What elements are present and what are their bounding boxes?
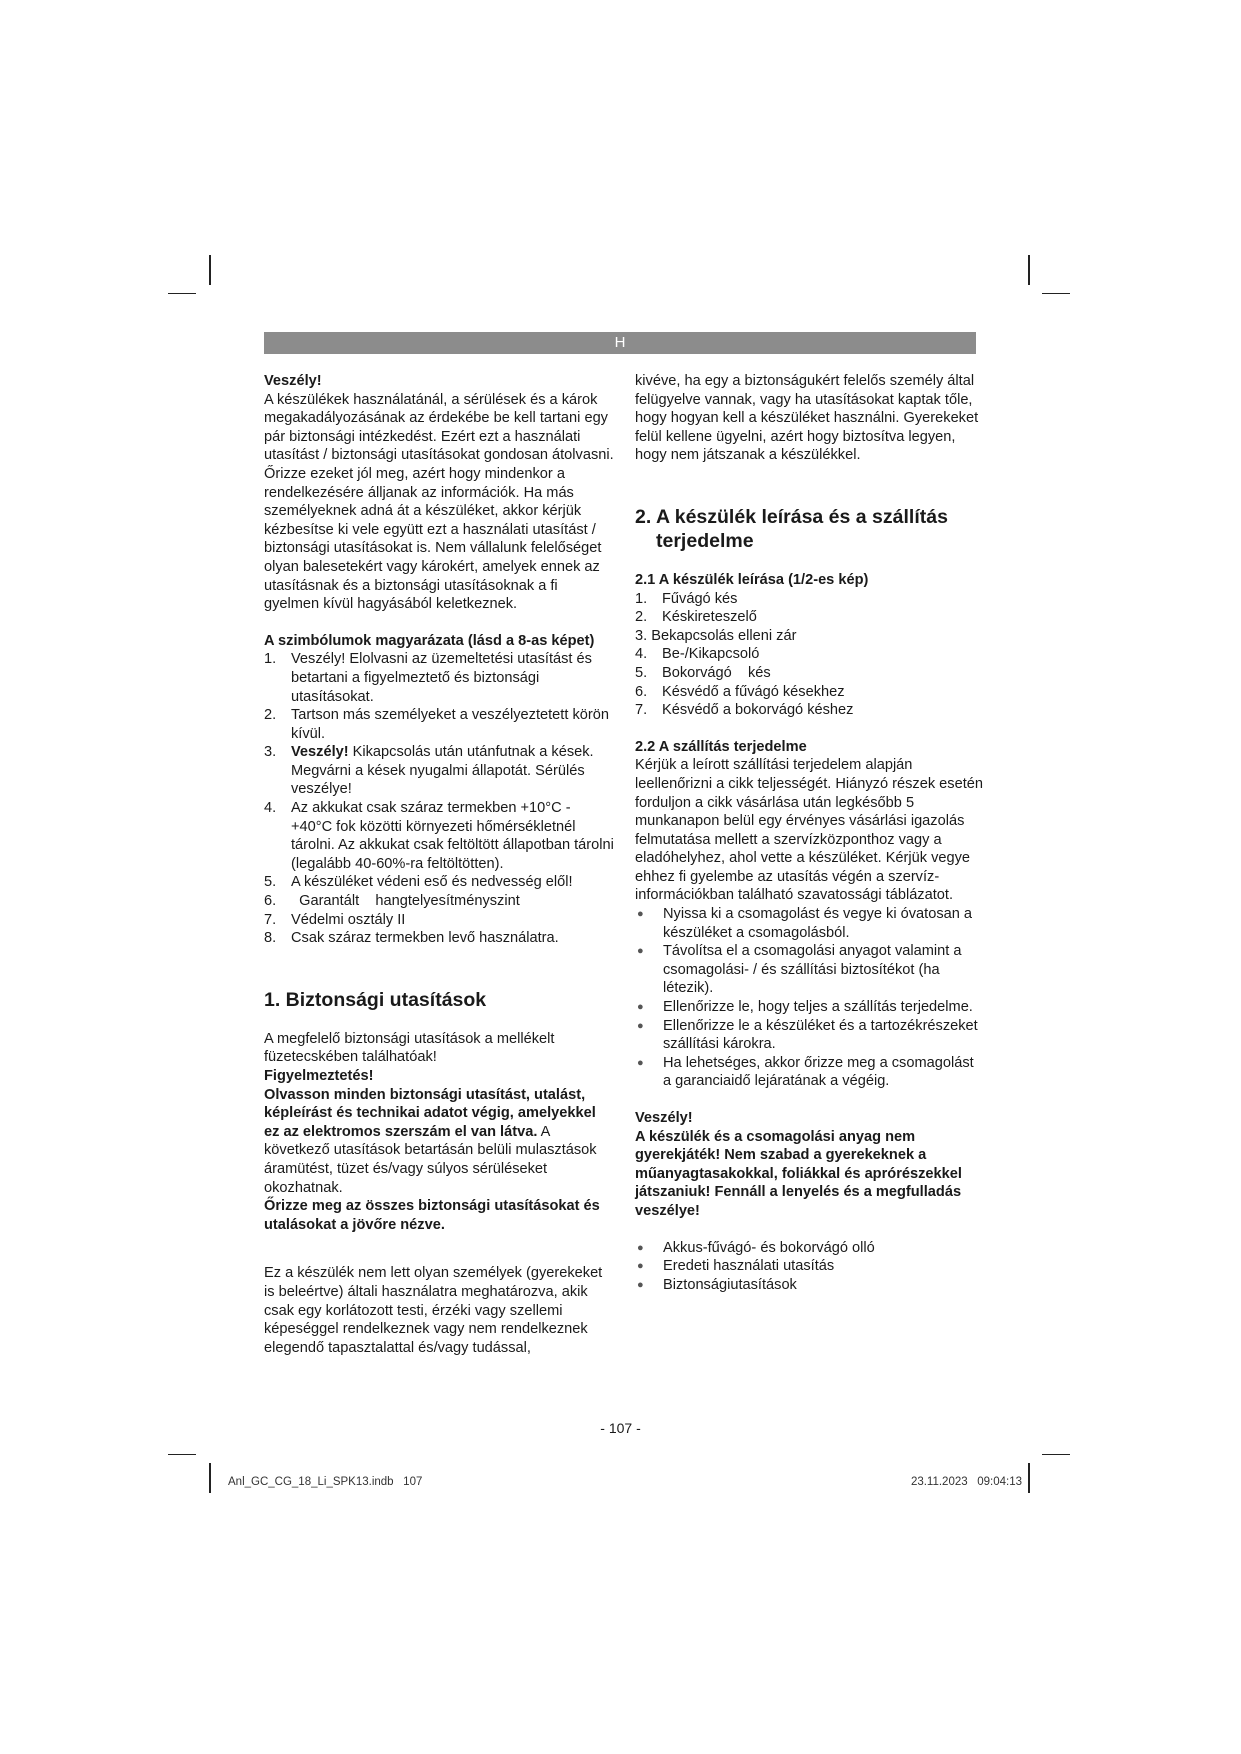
part-item: 1. Fűvágó kés bbox=[635, 590, 738, 607]
crop-mark-top-left-horizontal bbox=[168, 293, 196, 294]
crop-mark-bottom-left-vertical bbox=[209, 1463, 211, 1493]
right-column bbox=[635, 372, 985, 1294]
symbols-list bbox=[264, 650, 614, 948]
part-item: 7. Késvédő a bokorvágó késhez bbox=[635, 702, 854, 719]
symbols-title: A szimbólumok magyarázata (lásd a 8-as képet) bbox=[264, 632, 595, 649]
crop-mark-bottom-right-vertical bbox=[1028, 1463, 1030, 1493]
crop-mark-top-right-horizontal bbox=[1042, 293, 1070, 294]
section-1-title: 1. Biztonsági utasítások bbox=[264, 988, 487, 1011]
part-item: 5. Bokorvágó kés bbox=[635, 664, 771, 681]
symbol-item: 5. A készüléket védeni eső és nedvesség elől! bbox=[264, 874, 573, 891]
continued-paragraph: kivéve, ha egy a biztonságukért felelős személy által felügyelve vannak, vagy ha utasításokat kaptak tőle, hogy hogyan kell a készüléket használni. Gyerekeket felül kellene ügyelni, azért hogy biztosítva legyen, hogy nem játszanak a készülékkel. bbox=[635, 373, 979, 464]
bullet-icon: ● bbox=[637, 1241, 644, 1254]
section-1-warning-title: Figyelmeztetés! bbox=[264, 1068, 374, 1084]
symbol-item: 6. Garantált hangtelyesítményszint bbox=[264, 893, 520, 910]
contents-item: ● Biztonságiutasítások bbox=[637, 1276, 797, 1293]
page-number: - 107 - bbox=[600, 1420, 641, 1436]
unpacking-item: ● Ellenőrizze le a készüléket és a tartozékrészeket szállítási károkra. bbox=[637, 1017, 978, 1053]
danger-paragraph: A készülékek használatánál, a sérülések és a károk megakadályozásának az érdekébe be kell tartani egy pár biztonsági intézkedést. Ezért ezt a használati utasítást / biztonsági utasításokat gondosan átolvasni. Őrizze ezeket jól meg, azért hogy mindenkor a rendelkezésére álljanak az információk. Ha más személyeknek adná át a készüléket, akkor kérjük kézbesítse ki vele együtt ezt a használati utasítást / biztonsági utasításokat is. Nem vállalunk felelőséget olyan balesetekért vagy károkért, amelyek ennek az utasításnak és a biztonsági utasításoknak a fi gyelmen kívül hagyásából keletkeznek. bbox=[264, 391, 614, 613]
bullet-icon: ● bbox=[637, 1001, 644, 1014]
part-item: 2. Késkireteszelő bbox=[635, 609, 757, 626]
crop-mark-top-right-vertical bbox=[1028, 255, 1030, 285]
footer-date-info: 23.11.2023 09:04:13 bbox=[910, 1476, 1022, 1488]
bullet-icon: ● bbox=[637, 1056, 644, 1069]
section-2-title: 2. A készülék leírása és a szállítás terjedelme bbox=[635, 505, 948, 552]
section-1-persons-paragraph: Ez a készülék nem lett olyan személyek (gyerekeket is beleértve) általi használatra meghatározva, akik csak egy korlátozott testi, érzéki vagy szellemi képeséggel rendelkeznek vagy nem rendelkeznek elegendő tapasztalattal és/vagy tudással, bbox=[264, 1265, 603, 1356]
bullet-icon: ● bbox=[637, 945, 644, 958]
crop-mark-top-left-vertical bbox=[209, 255, 211, 285]
section-2-1-title: 2.1 A készülék leírása (1/2-es kép) bbox=[635, 571, 869, 588]
language-header-bar: H bbox=[264, 332, 976, 354]
section-1-keep-note: Őrizze meg az összes biztonsági utasításokat és utalásokat a jövőre nézve. bbox=[264, 1198, 600, 1233]
unpacking-item: ● Ha lehetséges, akkor őrizze meg a csomagolást a garanciaidő lejáratának a végéig. bbox=[637, 1054, 974, 1090]
footer-file-info: Anl_GC_CG_18_Li_SPK13.indb 107 bbox=[228, 1476, 423, 1488]
unpacking-item: ● Távolítsa el a csomagolási anyagot valamint a csomagolási- / és szállítási biztosítékot (ha létezik). bbox=[637, 943, 962, 997]
unpacking-list bbox=[635, 905, 985, 1091]
crop-mark-bottom-right-horizontal bbox=[1042, 1454, 1070, 1455]
symbol-item: 8. Csak száraz termekben levő használatra. bbox=[264, 930, 559, 947]
bullet-icon: ● bbox=[637, 1019, 644, 1032]
packaging-danger-text: A készülék és a csomagolási anyag nem gyerekjáték! Nem szabad a gyerekeknek a műanyagtasakokkal, foliákkal és aprórészekkel játszaniuk! Fennáll a lenyelés és a megfulladás veszélye! bbox=[635, 1128, 962, 1219]
parts-list bbox=[635, 590, 985, 720]
symbol-item: 7. Védelmi osztály II bbox=[264, 911, 406, 928]
danger-title: Veszély! bbox=[264, 373, 322, 389]
section-2-2-paragraph: Kérjük a leírott szállítási terjedelem alapján leellenőrizni a cikk teljességét. Hiányzó részek esetén forduljon a cikk vásárlása után legkésőbb 5 munkanapon belül egy érvényes vásárlási igazolás felmutatása mellett a szervízközponthoz vagy a eladóhelyhez, ahol vette a készüléket. Kérjük vegye ehhez fi gyelembe az utasítás végén a szervíz-információkban található szavatossági táblázatot. bbox=[635, 757, 983, 904]
left-column bbox=[264, 372, 614, 1357]
bullet-icon: ● bbox=[637, 1278, 644, 1291]
part-item: 6. Késvédő a fűvágó késekhez bbox=[635, 683, 845, 700]
packaging-danger-title: Veszély! bbox=[635, 1110, 693, 1126]
symbol-item: 4. Az akkukat csak száraz termekben +10°C - +40°C fok közötti környezeti hőmérsékletnél tárolni. Az akkukat csak feltöltött állapotban tárolni (legalább 40-60%-ra feltöltötten). bbox=[264, 800, 614, 872]
section-1-warning-text: Olvasson minden biztonsági utasítást, utalást, képleírást és technikai adatot végig, amelyekkel ez az elektromos szerszám el van látva. A következő utasítások betartásán belüli mulasztások áramütést, tüzet és/vagy súlyos sérüléseket okozhatnak. bbox=[264, 1086, 597, 1196]
bullet-icon: ● bbox=[637, 1260, 644, 1273]
unpacking-item: ● Ellenőrizze le, hogy teljes a szállítás terjedelme. bbox=[637, 999, 973, 1016]
section-1-intro: A megfelelő biztonsági utasítások a mellékelt füzetecskében találhatóak! bbox=[264, 1030, 555, 1066]
symbol-item: 3. Veszély! Kikapcsolás után utánfutnak a kések. Megvárni a kések nyugalmi állapotát. Sérülés veszélye! bbox=[264, 744, 594, 798]
bullet-icon: ● bbox=[637, 908, 644, 921]
symbol-item: 2. Tartson más személyeket a veszélyeztetett körön kívül. bbox=[264, 707, 609, 742]
contents-item: ● Eredeti használati utasítás bbox=[637, 1258, 835, 1275]
contents-item: ● Akkus-fűvágó- és bokorvágó olló bbox=[637, 1239, 875, 1256]
unpacking-item: ● Nyissa ki a csomagolást és vegye ki óvatosan a készüléket a csomagolásból. bbox=[637, 906, 973, 941]
section-2-2-title: 2.2 A szállítás terjedelme bbox=[635, 738, 807, 755]
part-item: 4. Be-/Kikapcsoló bbox=[635, 646, 760, 663]
contents-list bbox=[635, 1239, 985, 1295]
part-item: 3. Bekapcsolás elleni zár bbox=[635, 627, 797, 644]
crop-mark-bottom-left-horizontal bbox=[168, 1454, 196, 1455]
symbol-item: 1. Veszély! Elolvasni az üzemeltetési utasítást és betartani a figyelmeztető és biztonsági utasításokat. bbox=[264, 651, 592, 705]
